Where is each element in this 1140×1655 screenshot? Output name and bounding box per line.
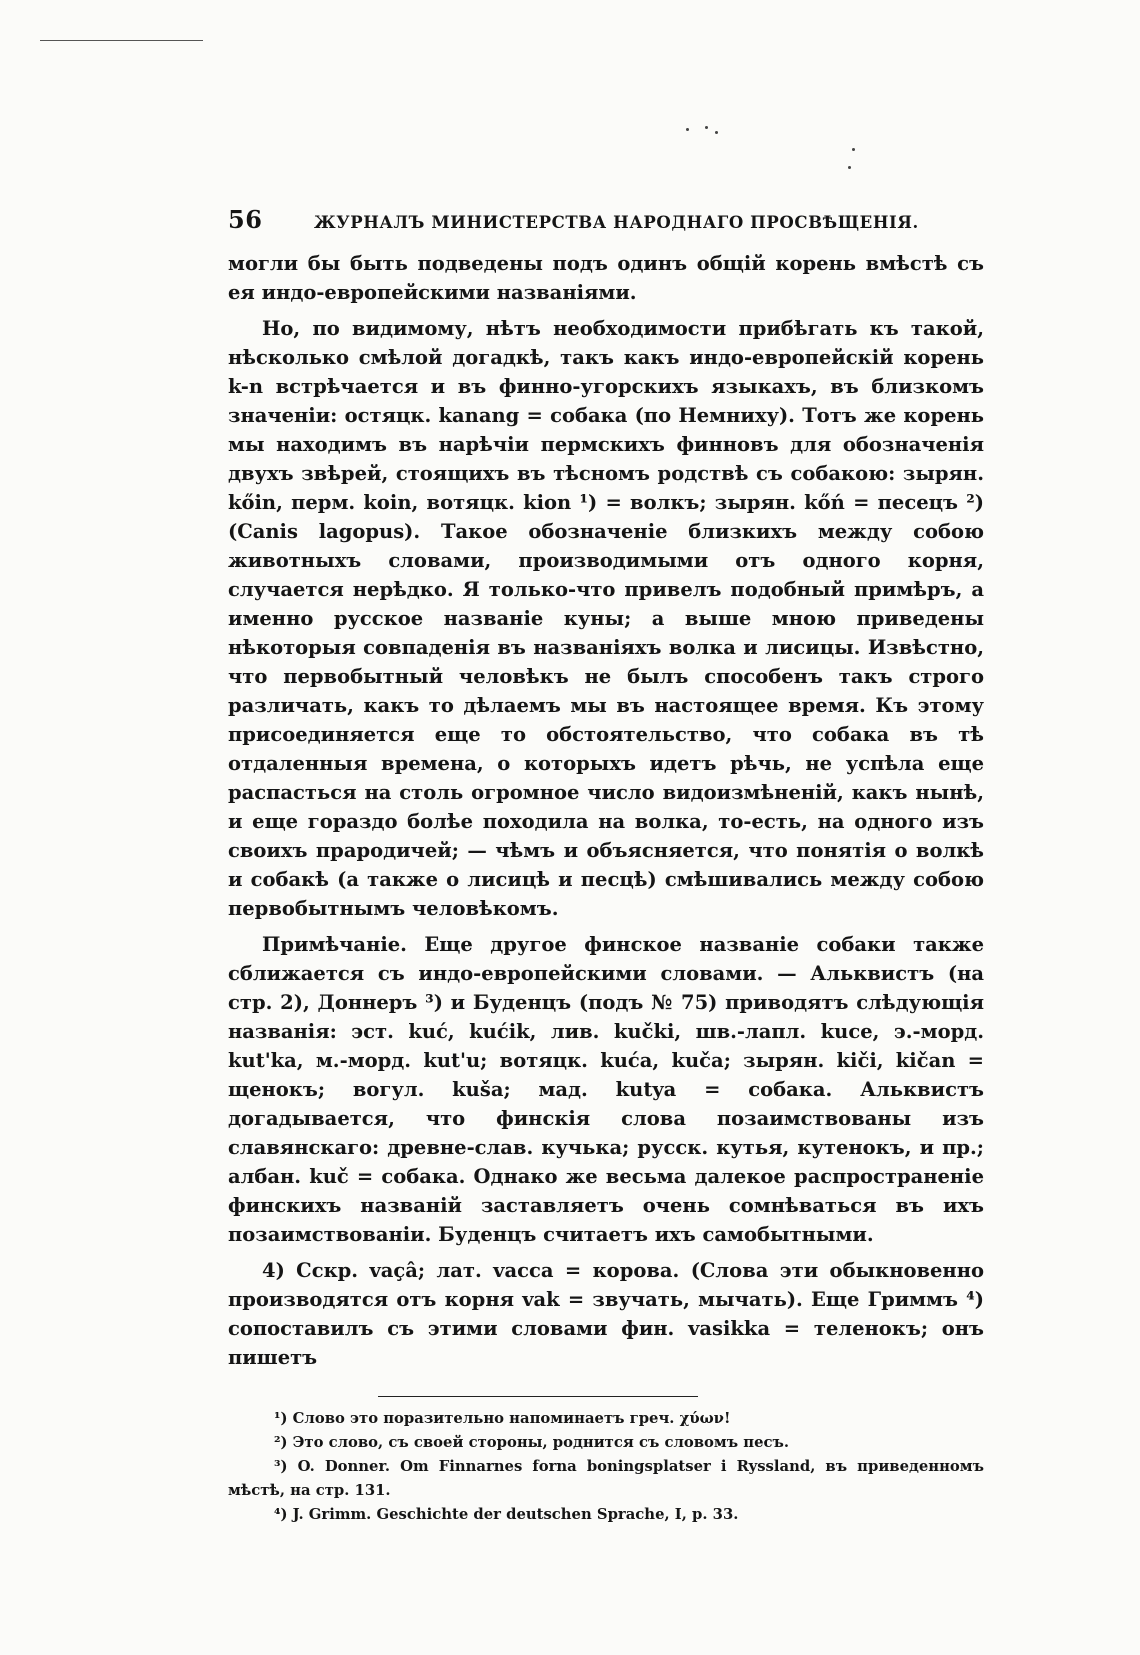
footnote-separator bbox=[378, 1396, 698, 1397]
footnote-4: ⁴) J. Grimm. Geschichte der deutschen Sprache, I, p. 33. bbox=[274, 1506, 739, 1523]
book-page bbox=[228, 205, 984, 1527]
paragraph-item-4: 4) Сскр. vaçâ; лат. vacca = корова. (Слова эти обыкновенно производятся отъ корня vak = звучать, мычать). Еще Гриммъ ⁴) сопоставилъ съ этими словами фин. vasikka = теленокъ; онъ пишетъ bbox=[228, 1259, 984, 1369]
footnote-3: ³) O. Donner. Om Finnarnes forna boningsplatser i Ryssland, въ приведенномъ мѣстѣ, на стр. 131. bbox=[228, 1458, 984, 1499]
scan-speck bbox=[848, 166, 851, 169]
page-number: 56 bbox=[228, 205, 263, 234]
scan-speck bbox=[715, 131, 718, 134]
scan-speck bbox=[852, 148, 855, 151]
scan-speck bbox=[705, 126, 708, 129]
paragraph-continuation: могли бы быть подведены подъ одинъ общій корень вмѣстѣ съ ея индо-европейскими названіями. bbox=[228, 252, 984, 304]
top-edge-rule bbox=[40, 40, 203, 41]
footnote-1: ¹) Слово это поразительно напоминаетъ греч. χύων! bbox=[274, 1410, 731, 1427]
scan-speck bbox=[686, 128, 689, 131]
running-title: ЖУРНАЛЪ МИНИСТЕРСТВА НАРОДНАГО ПРОСВѢЩЕНІЯ. bbox=[314, 213, 919, 232]
paragraph-root-k-n: Но, по видимому, нѣтъ необходимости прибѣгать къ такой, нѣсколько смѣлой догадкѣ, такъ какъ индо-европейскій корень k-n встрѣчается и въ финно-угорскихъ языкахъ, въ близкомъ значеніи: остяцк. kanang = собака (по Немниху). Тотъ же корень мы находимъ въ нарѣчіи пермскихъ финновъ для обозначенія двухъ звѣрей, стоящихъ въ тѣсномъ родствѣ съ собакою: зырян. kőin, перм. koin, вотяцк. kion ¹) = волкъ; зырян. kőń = песецъ ²) (Canis lagopus). Такое обозначеніе близкихъ между собою животныхъ словами, производимыми отъ одного корня, случается нерѣдко. Я только-что привелъ подобный примѣръ, а именно русское названіе куны; а выше мною приведены нѣкоторыя совпаденія въ названіяхъ волка и лисицы. Извѣстно, что первобытный человѣкъ не былъ способенъ такъ строго различать, какъ то дѣлаемъ мы въ настоящее время. Къ этому присоединяется еще то обстоятельство, что собака въ тѣ отдаленныя времена, о которыхъ идетъ рѣчь, не успѣла еще распасться на столь огромное число видоизмѣненій, какъ нынѣ, и еще гораздо болѣе походила на волка, то-есть, на одного изъ своихъ прародичей; — чѣмъ и объясняется, что понятія о волкѣ и собакѣ (а также о лисицѣ и песцѣ) смѣшивались между собою первобытнымъ человѣкомъ. bbox=[228, 317, 984, 920]
body-text bbox=[228, 249, 984, 1372]
paragraph-note: Примѣчаніе. Еще другое финское названіе собаки также сближается съ индо-европейскими словами. — Альквистъ (на стр. 2), Доннеръ ³) и Буденцъ (подъ № 75) приводятъ слѣдующія названія: эст. kuć, kućik, лив. kučki, шв.-лапл. kuce, э.-морд. kut'ka, м.-морд. kut'u; вотяцк. kuća, kuča; зырян. kiči, kičan = щенокъ; вогул. kuša; мад. kutya = собака. Альквистъ догадывается, что финскія слова позаимствованы изъ славянскаго: древне-слав. кучька; русск. кутья, кутенокъ, и пр.; албан. kuč = собака. Однако же весьма далекое распространеніе финскихъ названій заставляетъ очень сомнѣваться въ ихъ позаимствованіи. Буденцъ считаетъ ихъ самобытными. bbox=[228, 933, 984, 1246]
page-header bbox=[228, 205, 984, 235]
footnotes bbox=[228, 1407, 984, 1527]
footnote-2: ²) Это слово, съ своей стороны, роднится съ словомъ песъ. bbox=[274, 1434, 790, 1451]
